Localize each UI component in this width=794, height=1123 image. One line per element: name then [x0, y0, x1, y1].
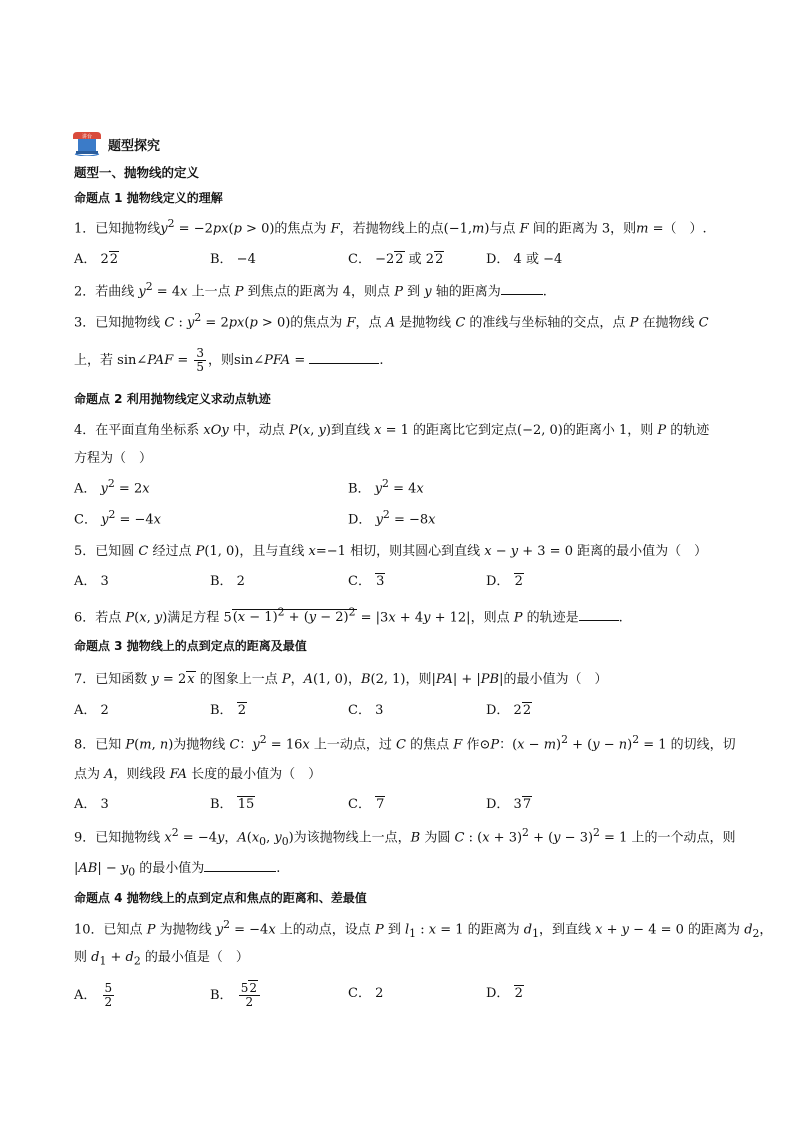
question-4-options-row2 [74, 508, 734, 528]
section-title: 题型一、抛物线的定义 [74, 165, 200, 180]
podium-icon [70, 128, 104, 156]
option-a: A． 22 [74, 252, 119, 267]
option-c: C． $y^2 = -4x$ [74, 508, 162, 528]
question-8-text-line1: 8．已知 P(m, n)为抛物线 C：$y^2 = 16x$ 上一动点，过 C 的焦点 F 作⊙P：$(x - m)^2 + (y - n)^2 = 1$ 的切线，切 [74, 733, 736, 753]
question-3-text-line2: 上，若 sin∠PAF = $\frac{3}{5}$ ，则sin∠PFA = . [74, 346, 384, 374]
badge-text: 讲台 [81, 134, 93, 140]
option-b: B． 2 [210, 574, 245, 589]
question-10-text-line1: 10．已知点 P 为抛物线 $y^2 = -4x$ 上的动点，设点 P 到 $l_1$ : x = 1 的距离为 $d_1$，到直线 x + y − 4 = 0 的距离为 $d_2$， [74, 918, 773, 940]
option-d: D． 37 [486, 797, 532, 812]
question-5-text: 5．已知圆 C 经过点 P(1, 0)，且与直线 x=−1 相切，则其圆心到直线 x − y + 3 = 0 距离的最小值为（ ） [74, 544, 708, 559]
question-5-options [74, 570, 734, 590]
question-1-options [74, 248, 734, 268]
question-10-text-line2: 则 $d_1 + d_2$ 的最小值是（ ） [74, 950, 249, 968]
question-10-options [74, 981, 734, 1009]
option-b: B． −4 [210, 252, 256, 267]
header-title: 题型探究 [108, 139, 161, 154]
option-a: A． 3 [74, 797, 109, 812]
option-a: A． 3 [74, 574, 109, 589]
option-b: B． 2 [210, 703, 246, 718]
question-3-text-line1: 3．已知抛物线 C : $y^2 = 2px(p > 0)$的焦点为 F，点 A 是抛物线 C 的准线与坐标轴的交点，点 P 在抛物线 C [74, 311, 709, 331]
question-7-text: 7．已知函数 y = 2x 的图象上一点 P，A(1, 0)，B(2, 1)，则|PA| + |PB|的最小值为（ ） [74, 672, 608, 687]
question-2-text: 2．若曲线 $y^2 = 4x$ 上一点 P 到焦点的距离为 4，则点 P 到 y 轴的距离为 . [74, 280, 547, 300]
question-1-text: 1．已知抛物线$y^2 = -2px(p > 0)$的焦点为 F，若抛物线上的点(−1,m)与点 F 间的距离为 3，则m =（ ）. [74, 217, 707, 237]
subsection-3: 命题点 3 抛物线上的点到定点的距离及最值 [74, 639, 307, 653]
subsection-1: 命题点 1 抛物线定义的理解 [74, 191, 223, 205]
section-header [70, 124, 160, 156]
option-c: C． 7 [348, 797, 385, 812]
question-7-options [74, 699, 734, 719]
option-a: A． $y^2 = 2x$ [74, 477, 150, 497]
subsection-2: 命题点 2 利用抛物线定义求动点轨迹 [74, 392, 271, 406]
option-b: B． $\frac{52}{2}$ [210, 982, 262, 1009]
question-8-text-line2: 点为 A，则线段 FA 长度的最小值为（ ） [74, 767, 322, 782]
option-a: A． 2 [74, 703, 109, 718]
option-c: C． 3 [348, 703, 384, 718]
option-c: C． 2 [348, 986, 384, 1001]
option-d: D． 4 或 −4 [486, 252, 563, 267]
subsection-4: 命题点 4 抛物线上的点到定点和焦点的距离和、差最值 [74, 891, 367, 905]
option-a: A． $\frac{5}{2}$ [74, 981, 113, 1009]
option-b: B． 15 [210, 797, 255, 812]
question-4-text-line2: 方程为（ ） [74, 451, 153, 466]
option-b: B． $y^2 = 4x$ [348, 477, 424, 497]
question-4-text-line1: 4．在平面直角坐标系 xOy 中，动点 P(x, y)到直线 x = 1 的距离比它到定点(−2, 0)的距离小 1，则 P 的轨迹 [74, 423, 710, 438]
question-8-options [74, 793, 734, 813]
option-c: C． −22 或 22 [348, 252, 444, 267]
option-d: D． 2 [486, 574, 523, 589]
question-4-options-row1 [74, 477, 734, 497]
option-c: C． 3 [348, 574, 385, 589]
question-9-text-line2: $|AB| - y_0$ 的最小值为 . [74, 861, 281, 879]
option-d: D． 22 [486, 703, 532, 718]
option-d: D． 2 [486, 986, 523, 1001]
question-6-text: 6．若点 P(x, y)满足方程 $5(x - 1)^2 + (y - 2)^2 = |3x + 4y + 12|$，则点 P 的轨迹是 . [74, 606, 623, 626]
option-d: D． $y^2 = -8x$ [348, 508, 436, 528]
question-9-text-line1: 9．已知抛物线 $x^2 = -4y$，$A(x_0$, $y_0$)为该抛物线上一点，B 为圆 C : $(x + 3)^2 + (y - 3)^2 = 1$ 上的一个动点，则 [74, 826, 736, 848]
